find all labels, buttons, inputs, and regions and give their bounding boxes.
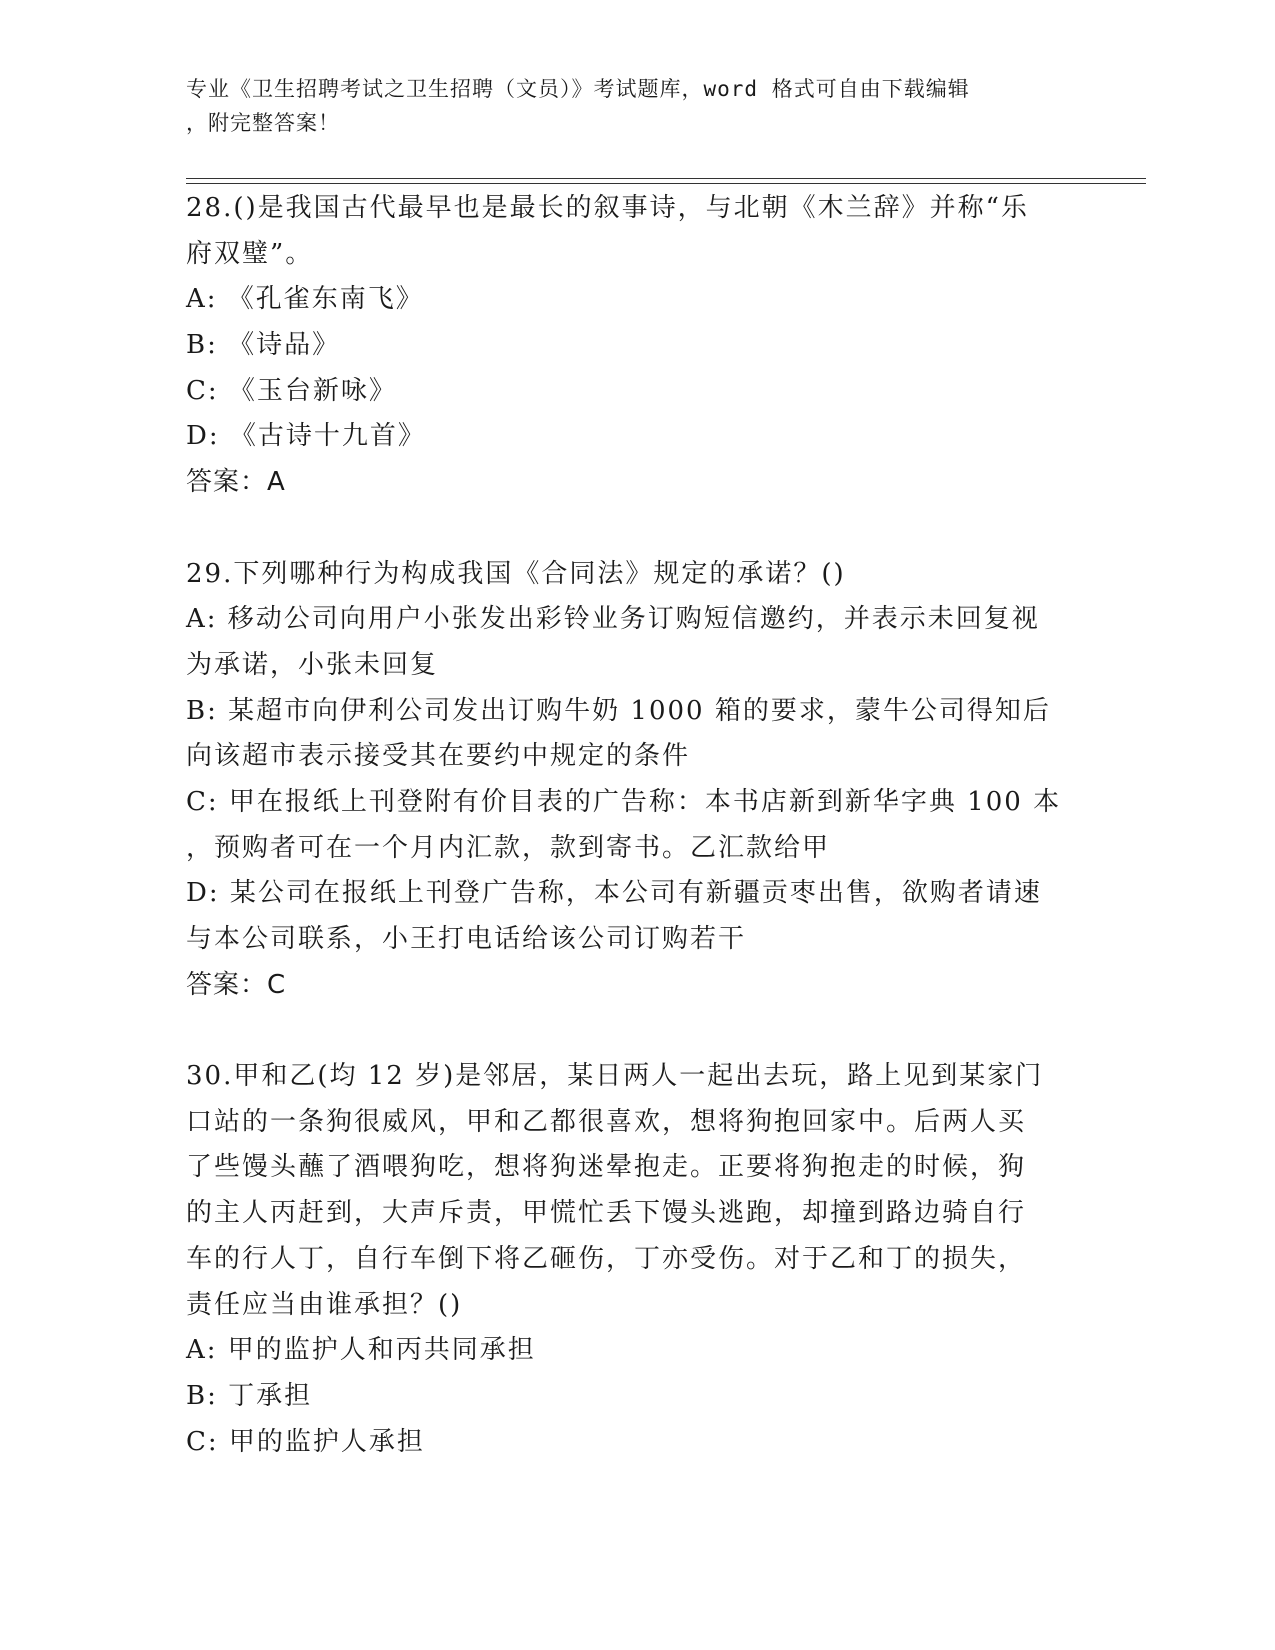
question-stem-line: 府双璧”。 <box>186 238 314 269</box>
header-line-1: 专业《卫生招聘考试之卫生招聘（文员）》考试题库，word 格式可自由下载编辑 <box>186 77 970 101</box>
answer-line: 答案：A <box>186 467 286 498</box>
spacer <box>186 506 1086 552</box>
option-a-continued: 为承诺，小张未回复 <box>186 649 439 680</box>
option-b: B: 某超市向伊利公司发出订购牛奶 1000 箱的要求，蒙牛公司得知后 <box>186 695 1051 726</box>
question-stem-line: 30.甲和乙(均 12 岁)是邻居，某日两人一起出去玩，路上见到某家门 <box>186 1061 1044 1092</box>
header-line-2: ，附完整答案！ <box>186 111 340 135</box>
spacer <box>186 1008 1086 1054</box>
question-28 <box>186 186 1086 506</box>
header-divider-top <box>186 178 1146 179</box>
option-b-continued: 向该超市表示接受其在要约中规定的条件 <box>186 741 691 772</box>
option-c: C: 甲的监护人承担 <box>186 1426 425 1457</box>
option-a: A: 移动公司向用户小张发出彩铃业务订购短信邀约，并表示未回复视 <box>186 604 1040 635</box>
question-stem-line: 28.()是我国古代最早也是最长的叙事诗，与北朝《木兰辞》并称“乐 <box>186 193 1029 223</box>
question-stem-line: 29.下列哪种行为构成我国《合同法》规定的承诺？() <box>186 558 846 589</box>
option-d-continued: 与本公司联系，小王打电话给该公司订购若干 <box>186 924 747 954</box>
question-stem-line: 了些馒头蘸了酒喂狗吃，想将狗迷晕抱走。正要将狗抱走的时候，狗 <box>186 1152 1027 1183</box>
question-stem-line: 责任应当由谁承担？() <box>186 1289 463 1320</box>
question-30 <box>186 1054 1086 1465</box>
option-c: C: 《玉台新咏》 <box>186 375 397 406</box>
option-b: B: 丁承担 <box>186 1380 313 1411</box>
option-a: A: 《孔雀东南飞》 <box>186 284 424 315</box>
question-stem-line: 车的行人丁，自行车倒下将乙砸伤，丁亦受伤。对于乙和丁的损失， <box>186 1243 1027 1274</box>
option-a: A: 甲的监护人和丙共同承担 <box>186 1335 536 1366</box>
question-stem-line: 的主人丙赶到，大声斥责，甲慌忙丢下馒头逃跑，却撞到路边骑自行 <box>186 1198 1027 1229</box>
option-b: B: 《诗品》 <box>186 330 341 361</box>
option-c: C: 甲在报纸上刊登附有价目表的广告称：本书店新到新华字典 100 本 <box>186 786 1062 817</box>
option-d: D: 某公司在报纸上刊登广告称，本公司有新疆贡枣出售，欲购者请速 <box>186 878 1042 909</box>
option-c-continued: ，预购者可在一个月内汇款，款到寄书。乙汇款给甲 <box>186 832 831 863</box>
answer-line: 答案：C <box>186 969 287 1000</box>
header-divider-bottom <box>186 183 1146 184</box>
question-stem-line: 口站的一条狗很威风，甲和乙都很喜欢，想将狗抱回家中。后两人买 <box>186 1106 1027 1137</box>
question-list <box>186 186 1086 1465</box>
question-29 <box>186 552 1086 1009</box>
document-header <box>186 72 1066 140</box>
option-d: D: 《古诗十九首》 <box>186 421 426 452</box>
